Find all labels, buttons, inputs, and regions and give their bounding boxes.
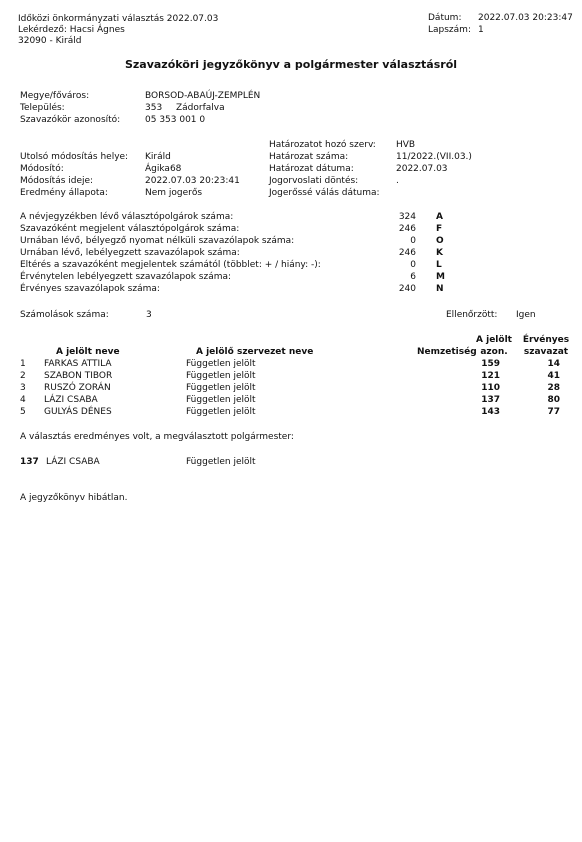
modifier-value: Ágika68 bbox=[145, 164, 182, 174]
election-name: Időközi önkormányzati választás 2022.07.03 bbox=[18, 14, 219, 24]
settlement-code: 353 bbox=[145, 103, 163, 113]
stat-code: M bbox=[436, 272, 445, 282]
row-number: 3 bbox=[20, 383, 26, 393]
candidate-votes: 28 bbox=[547, 383, 560, 393]
candidate-votes: 77 bbox=[547, 407, 560, 417]
stat-value: 246 bbox=[398, 224, 416, 234]
district-value: 05 353 001 0 bbox=[145, 115, 206, 125]
count-value: 3 bbox=[146, 310, 152, 320]
stat-value: 0 bbox=[410, 260, 416, 270]
stat-code: O bbox=[436, 236, 444, 246]
stat-code: L bbox=[436, 260, 442, 270]
stat-value: 246 bbox=[398, 248, 416, 258]
candidate-name: GULYÁS DÉNES bbox=[44, 407, 112, 417]
stat-value: 0 bbox=[410, 236, 416, 246]
stat-label: A névjegyzékben lévő választópolgárok száma: bbox=[20, 212, 234, 222]
last-mod-place-value: Királd bbox=[145, 152, 171, 162]
col-header-id-line2: azon. bbox=[480, 347, 508, 357]
candidate-id: 121 bbox=[481, 371, 500, 381]
candidate-name: FARKAS ATTILA bbox=[44, 359, 112, 369]
appeal-value: . bbox=[396, 176, 399, 186]
appeal-label: Jogorvoslati döntés: bbox=[269, 176, 359, 186]
stat-label: Szavazóként megjelent választópolgárok száma: bbox=[20, 224, 240, 234]
row-number: 4 bbox=[20, 395, 26, 405]
stat-label: Érvényes szavazólapok száma: bbox=[20, 284, 160, 294]
mod-time-label: Módosítás ideje: bbox=[20, 176, 94, 186]
location-code: 32090 - Királd bbox=[18, 36, 82, 46]
row-number: 5 bbox=[20, 407, 26, 417]
settlement-name: Zádorfalva bbox=[176, 103, 225, 113]
settlement-label: Település: bbox=[20, 103, 65, 113]
row-number: 2 bbox=[20, 371, 26, 381]
col-header-votes-line1: Érvényes bbox=[522, 335, 570, 345]
decision-date-value: 2022.07.03 bbox=[396, 164, 448, 174]
candidate-id: 159 bbox=[481, 359, 500, 369]
decision-no-label: Határozat száma: bbox=[269, 152, 349, 162]
stat-label: Urnában lévő, bélyegző nyomat nélküli szavazólapok száma: bbox=[20, 236, 295, 246]
candidate-name: LÁZI CSABA bbox=[44, 395, 98, 405]
querier: Lekérdező: Hacsi Ágnes bbox=[18, 25, 125, 35]
stat-value: 240 bbox=[398, 284, 416, 294]
checked-label: Ellenőrzött: bbox=[446, 310, 498, 320]
candidate-name: SZABON TIBOR bbox=[44, 371, 113, 381]
stat-code: K bbox=[436, 248, 443, 258]
last-mod-place-label: Utolsó módosítás helye: bbox=[20, 152, 129, 162]
checked-value: Igen bbox=[516, 310, 536, 320]
candidate-votes: 80 bbox=[547, 395, 560, 405]
result-status-label: Eredmény állapota: bbox=[20, 188, 108, 198]
result-status-value: Nem jogerős bbox=[145, 188, 203, 198]
stat-value: 6 bbox=[410, 272, 416, 282]
winner-id: 137 bbox=[20, 457, 39, 467]
row-number: 1 bbox=[20, 359, 26, 369]
stat-value: 324 bbox=[398, 212, 416, 222]
decision-no-value: 11/2022.(VII.03.) bbox=[396, 152, 472, 162]
county-value: BORSOD-ABAÚJ-ZEMPLÉN bbox=[145, 91, 261, 101]
stat-label: Urnában lévő, lebélyegzett szavazólapok száma: bbox=[20, 248, 240, 258]
candidate-name: RUSZÓ ZORÁN bbox=[44, 383, 111, 393]
stat-code: N bbox=[436, 284, 444, 294]
candidate-id: 143 bbox=[481, 407, 500, 417]
authority-value: HVB bbox=[396, 140, 416, 150]
col-header-id-line1: A jelölt bbox=[476, 335, 512, 345]
candidate-org: Független jelölt bbox=[186, 407, 256, 417]
authority-label: Határozatot hozó szerv: bbox=[269, 140, 376, 150]
col-header-nationality: Nemzetiség bbox=[417, 347, 477, 357]
final-date-label: Jogerőssé válás dátuma: bbox=[269, 188, 380, 198]
count-label: Számolások száma: bbox=[20, 310, 109, 320]
decision-date-label: Határozat dátuma: bbox=[269, 164, 354, 174]
page-title: Szavazóköri jegyzőkönyv a polgármester választásról bbox=[124, 58, 458, 71]
winner-org: Független jelölt bbox=[186, 457, 256, 467]
stat-code: F bbox=[436, 224, 443, 234]
stat-code: A bbox=[436, 212, 443, 222]
date-value: 2022.07.03 20:23:47 bbox=[478, 13, 573, 23]
page-number: 1 bbox=[478, 25, 484, 35]
candidate-org: Független jelölt bbox=[186, 395, 256, 405]
date-label: Dátum: bbox=[428, 13, 462, 23]
candidate-org: Független jelölt bbox=[186, 383, 256, 393]
result-statement: A választás eredményes volt, a megválasztott polgármester: bbox=[20, 432, 294, 442]
stat-label: Eltérés a szavazóként megjelentek számától (többlet: + / hiány: -): bbox=[20, 260, 321, 270]
col-header-votes-line2: szavazat bbox=[523, 347, 569, 357]
candidate-votes: 14 bbox=[547, 359, 560, 369]
col-header-name: A jelölt neve bbox=[56, 347, 120, 357]
candidate-org: Független jelölt bbox=[186, 359, 256, 369]
candidate-id: 137 bbox=[481, 395, 500, 405]
candidate-id: 110 bbox=[481, 383, 500, 393]
modifier-label: Módosító: bbox=[20, 164, 64, 174]
stat-label: Érvénytelen lebélyegzett szavazólapok száma: bbox=[20, 272, 232, 282]
mod-time-value: 2022.07.03 20:23:41 bbox=[145, 176, 240, 186]
page-label: Lapszám: bbox=[428, 25, 471, 35]
winner-name: LÁZI CSABA bbox=[46, 457, 100, 467]
county-label: Megye/főváros: bbox=[20, 91, 90, 101]
footer-note: A jegyzőkönyv hibátlan. bbox=[20, 493, 128, 503]
candidate-votes: 41 bbox=[547, 371, 560, 381]
candidate-org: Független jelölt bbox=[186, 371, 256, 381]
district-label: Szavazókör azonosító: bbox=[20, 115, 121, 125]
col-header-org: A jelölő szervezet neve bbox=[196, 347, 314, 357]
